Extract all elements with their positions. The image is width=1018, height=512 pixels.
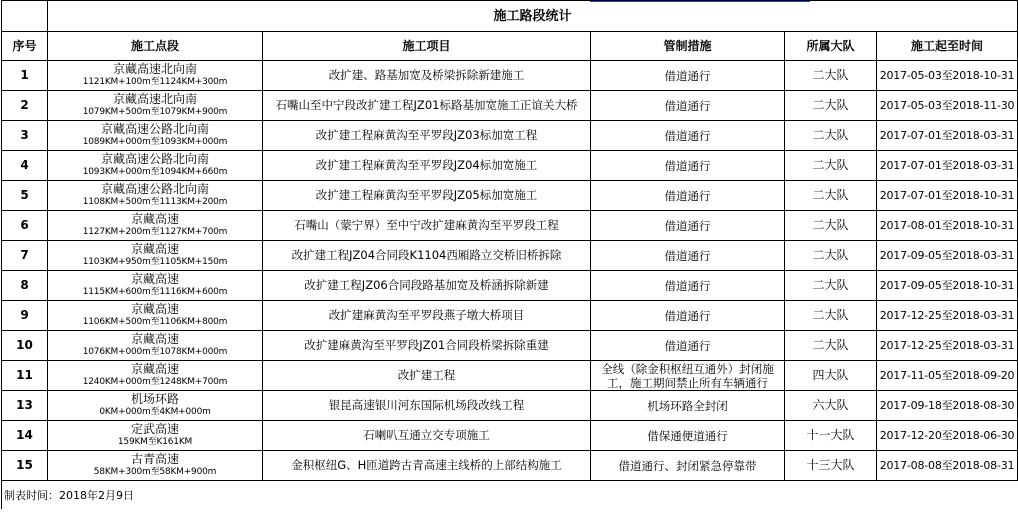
- row-point-range: 1106KM+500m至1106KM+800m: [82, 317, 228, 327]
- row-point: [48, 121, 263, 151]
- row-control: 借道通行: [591, 91, 785, 121]
- row-point-range: 1089KM+000m至1093KM+000m: [82, 137, 228, 147]
- row-time: 2017-07-01至2018-10-31: [877, 181, 1018, 211]
- row-project: 银昆高速银川河东国际机场段改线工程: [263, 391, 591, 421]
- row-time: 2017-05-03至2018-11-30: [877, 91, 1018, 121]
- row-time: 2017-12-25至2018-03-31: [877, 301, 1018, 331]
- table-row: [2, 331, 1018, 361]
- row-point: [48, 211, 263, 241]
- row-control: 借道通行: [591, 121, 785, 151]
- table-row: [2, 301, 1018, 331]
- row-point: [48, 151, 263, 181]
- table-row: [2, 391, 1018, 421]
- row-seq: 3: [2, 121, 48, 151]
- table-row: [2, 241, 1018, 271]
- row-seq: 6: [2, 211, 48, 241]
- row-control: 借道通行: [591, 241, 785, 271]
- row-point-range: 1076KM+000m至1078KM+000m: [82, 347, 228, 357]
- row-control: 借道通行: [591, 331, 785, 361]
- row-team: 二大队: [785, 151, 877, 181]
- row-seq: 9: [2, 301, 48, 331]
- row-point-name: 京藏高速: [130, 302, 179, 316]
- table-row: [2, 361, 1018, 391]
- table-row: [2, 451, 1018, 481]
- row-point-range: 1103KM+950m至1105KM+150m: [82, 257, 228, 267]
- row-control: 借道通行: [591, 301, 785, 331]
- row-point-range: 1079KM+500m至1079KM+900m: [82, 107, 228, 117]
- table-row: [2, 211, 1018, 241]
- corner-cell: [2, 1, 48, 32]
- row-team: 二大队: [785, 211, 877, 241]
- row-time: 2017-07-01至2018-03-31: [877, 151, 1018, 181]
- row-team: 十一大队: [785, 421, 877, 451]
- row-time: 2017-05-03至2018-10-31: [877, 61, 1018, 91]
- row-time: 2017-09-18至2018-08-30: [877, 391, 1018, 421]
- row-time: 2017-11-05至2018-09-20: [877, 361, 1018, 391]
- row-seq: 5: [2, 181, 48, 211]
- row-point-name: 京藏高速公路北向南: [100, 122, 209, 136]
- row-team: 二大队: [785, 331, 877, 361]
- row-time: 2017-08-01至2018-10-31: [877, 211, 1018, 241]
- row-point-name: 京藏高速公路北向南: [100, 182, 209, 196]
- table-row: [2, 271, 1018, 301]
- row-point-name: 京藏高速公路北向南: [100, 152, 209, 166]
- row-point-range: 1108KM+500m至1113KM+200m: [82, 197, 228, 207]
- row-point: [48, 331, 263, 361]
- row-point-range: 1121KM+100m至1124KM+300m: [82, 77, 228, 87]
- row-point-name: 京藏高速: [130, 362, 179, 376]
- row-point: [48, 61, 263, 91]
- row-team: 四大队: [785, 361, 877, 391]
- row-team: 二大队: [785, 301, 877, 331]
- row-project: 改扩建麻黄沟至平罗段燕子墩大桥项目: [263, 301, 591, 331]
- row-control: 借道通行: [591, 271, 785, 301]
- header-project: 施工项目: [263, 32, 591, 61]
- row-time: 2017-09-05至2018-10-31: [877, 271, 1018, 301]
- row-seq: 7: [2, 241, 48, 271]
- table-row: [2, 421, 1018, 451]
- row-control: 借道通行: [591, 61, 785, 91]
- header-seq: 序号: [2, 32, 48, 61]
- row-point: [48, 451, 263, 481]
- row-control: 借保通便道通行: [591, 421, 785, 451]
- row-seq: 8: [2, 271, 48, 301]
- row-point: [48, 91, 263, 121]
- row-point: [48, 181, 263, 211]
- row-seq: 2: [2, 91, 48, 121]
- row-seq: 14: [2, 421, 48, 451]
- construction-table: [1, 0, 1018, 509]
- row-team: 六大队: [785, 391, 877, 421]
- row-seq: 11: [2, 361, 48, 391]
- row-point-name: 京藏高速: [130, 272, 179, 286]
- row-point: [48, 241, 263, 271]
- row-point-range: 1127KM+200m至1127KM+700m: [82, 227, 228, 237]
- table-title: 施工路段统计: [48, 1, 1018, 32]
- row-seq: 4: [2, 151, 48, 181]
- row-control: 借道通行、封闭紧急停靠带: [591, 451, 785, 481]
- header-control: 管制措施: [591, 32, 785, 61]
- row-point-name: 京藏高速: [130, 212, 179, 226]
- table-row: [2, 61, 1018, 91]
- row-seq: 15: [2, 451, 48, 481]
- row-point-name: 古青高速: [130, 452, 179, 466]
- row-team: 二大队: [785, 181, 877, 211]
- row-control: 全线（除金积枢纽互通外）封闭施工，施工期间禁止所有车辆通行: [591, 361, 785, 391]
- table-row: [2, 181, 1018, 211]
- row-control: 借道通行: [591, 151, 785, 181]
- row-project: 石喇叭互通立交专项施工: [263, 421, 591, 451]
- row-point: [48, 361, 263, 391]
- row-point-name: 京藏高速北向南: [112, 62, 197, 76]
- row-team: 十三大队: [785, 451, 877, 481]
- row-point: [48, 421, 263, 451]
- row-time: 2017-12-20至2018-06-30: [877, 421, 1018, 451]
- row-point: [48, 271, 263, 301]
- row-project: 石嘴山（蒙宁界）至中宁改扩建麻黄沟至平罗段工程: [263, 211, 591, 241]
- row-point-range: 159KM至K161KM: [117, 437, 193, 447]
- row-team: 二大队: [785, 91, 877, 121]
- row-point-range: 58KM+300m至58KM+900m: [93, 467, 217, 477]
- header-point: 施工点段: [48, 32, 263, 61]
- row-project: 石嘴山至中宁段改扩建工程JZ01标路基加宽施工正谊关大桥: [263, 91, 591, 121]
- row-seq: 1: [2, 61, 48, 91]
- row-point-name: 京藏高速: [130, 332, 179, 346]
- row-point-name: 京藏高速北向南: [112, 92, 197, 106]
- table-row: [2, 91, 1018, 121]
- row-seq: 13: [2, 391, 48, 421]
- footer-note: 制表时间：2018年2月9日: [2, 481, 1018, 510]
- row-time: 2017-12-25至2018-03-31: [877, 331, 1018, 361]
- row-team: 二大队: [785, 121, 877, 151]
- header-row: [2, 32, 1018, 61]
- row-team: 二大队: [785, 271, 877, 301]
- row-point: [48, 391, 263, 421]
- row-seq: 10: [2, 331, 48, 361]
- row-time: 2017-07-01至2018-03-31: [877, 121, 1018, 151]
- row-point-name: 机场环路: [130, 392, 179, 406]
- header-team: 所属大队: [785, 32, 877, 61]
- row-control: 机场环路全封闭: [591, 391, 785, 421]
- row-project: 金积枢纽G、H匝道跨古青高速主线桥的上部结构施工: [263, 451, 591, 481]
- row-point-range: 1093KM+000m至1094KM+660m: [82, 167, 228, 177]
- row-point-name: 定武高速: [130, 422, 179, 436]
- row-point-name: 京藏高速: [130, 242, 179, 256]
- row-project: 改扩建工程JZ06合同段路基加宽及桥涵拆除新建: [263, 271, 591, 301]
- row-control: 借道通行: [591, 211, 785, 241]
- row-project: 改扩建工程麻黄沟至平罗段JZ04标加宽施工: [263, 151, 591, 181]
- row-project: 改扩建、路基加宽及桥梁拆除新建施工: [263, 61, 591, 91]
- row-time: 2017-08-08至2018-08-31: [877, 451, 1018, 481]
- row-point-range: 1115KM+600m至1116KM+600m: [82, 287, 228, 297]
- row-time: 2017-09-05至2018-03-31: [877, 241, 1018, 271]
- row-point-range: 1240KM+000m至1248KM+700m: [82, 377, 228, 387]
- table-row: [2, 121, 1018, 151]
- row-project: 改扩建工程麻黄沟至平罗段JZ03标加宽工程: [263, 121, 591, 151]
- row-project: 改扩建麻黄沟至平罗段JZ01合同段桥梁拆除重建: [263, 331, 591, 361]
- row-team: 二大队: [785, 61, 877, 91]
- header-time: 施工起至时间: [877, 32, 1018, 61]
- row-control: 借道通行: [591, 181, 785, 211]
- table-row: [2, 151, 1018, 181]
- row-team: 二大队: [785, 241, 877, 271]
- row-project: 改扩建工程: [263, 361, 591, 391]
- row-point-range: 0KM+000m至4KM+000m: [99, 407, 211, 417]
- row-point: [48, 301, 263, 331]
- row-project: 改扩建工程麻黄沟至平罗段JZ05标加宽施工: [263, 181, 591, 211]
- row-project: 改扩建工程JZ04合同段K1104西厢路立交桥旧桥拆除: [263, 241, 591, 271]
